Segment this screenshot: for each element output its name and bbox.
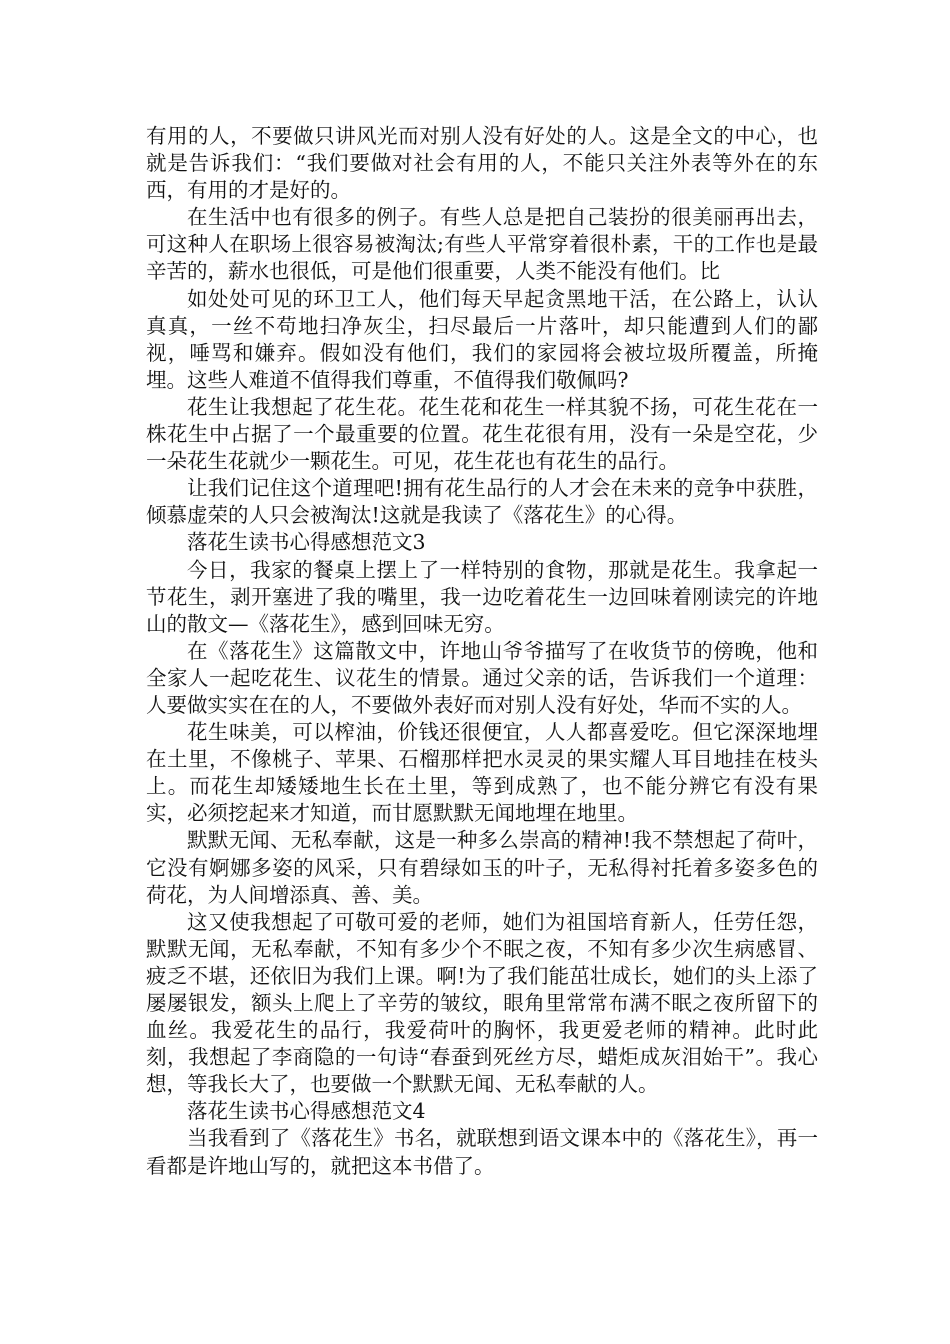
- paragraph: 当我看到了《落花生》书名，就联想到语文课本中的《落花生》，再一看都是许地山写的，就把这本书借了。: [146, 1126, 818, 1178]
- paragraph: 这又使我想起了可敬可爱的老师，她们为祖国培育新人，任劳任怨，默默无闻，无私奉献，不知有多少个不眠之夜，不知有多少次生病感冒、疲乏不堪，还依旧为我们上课。啊!为了我们能茁壮成长，她们的头上添了屡屡银发，额头上爬上了辛劳的皱纹，眼角里常常布满不眠之夜所留下的血丝。我爱花生的品行，我爱荷叶的胸怀，我更爱老师的精神。此时此刻，我想起了李商隐的一句诗“春蚕到死丝方尽，蜡炬成灰泪始干”。我心想，等我长大了，也要做一个默默无闻、无私奉献的人。: [146, 909, 818, 1097]
- paragraph: 默默无闻、无私奉献，这是一种多么崇高的精神!我不禁想起了荷叶，它没有婀娜多姿的风采，只有碧绿如玉的叶子，无私得衬托着多姿多色的荷花，为人间增添真、善、美。: [146, 828, 818, 907]
- paragraph: 在生活中也有很多的例子。有些人总是把自己装扮的很美丽再出去，可这种人在职场上很容易被淘汰;有些人平常穿着很朴素，干的工作也是最辛苦的，薪水也很低，可是他们很重要，人类不能没有他们。比: [146, 205, 818, 284]
- paragraph: 如处处可见的环卫工人，他们每天早起贪黑地干活，在公路上，认认真真，一丝不苟地扫净灰尘，扫尽最后一片落叶，却只能遭到人们的鄙视，唾骂和嫌弃。假如没有他们，我们的家园将会被垃圾所覆盖，所掩埋。这些人难道不值得我们尊重，不值得我们敬佩吗?: [146, 286, 818, 392]
- paragraph: 在《落花生》这篇散文中，许地山爷爷描写了在收货节的傍晚，他和全家人一起吃花生、议花生的情景。通过父亲的话，告诉我们一个道理：人要做实实在在的人，不要做外表好而对别人没有好处，华而不实的人。: [146, 638, 818, 717]
- paragraph: 今日，我家的餐桌上摆上了一样特别的食物，那就是花生。我拿起一节花生，剥开塞进了我的嘴里，我一边吃着花生一边回味着刚读完的许地山的散文—《落花生》，感到回味无穷。: [146, 557, 818, 636]
- section-heading: 落花生读书心得感想范文3: [187, 530, 426, 555]
- paragraph-continuation: 有用的人，不要做只讲风光而对别人没有好处的人。这是全文的中心，也就是告诉我们：“我们要做对社会有用的人，不能只关注外表等外在的东西，有用的才是好的。: [146, 124, 818, 203]
- section-heading: 落花生读书心得感想范文4: [187, 1099, 426, 1124]
- document-body: [146, 123, 818, 1180]
- paragraph: 花生味美，可以榨油，价钱还很便宜，人人都喜爱吃。但它深深地埋在土里，不像桃子、苹果、石榴那样把水灵灵的果实耀人耳目地挂在枝头上。而花生却矮矮地生长在土里，等到成熟了，也不能分辨它有没有果实，必须挖起来才知道，而甘愿默默无闻地埋在地里。: [146, 720, 818, 826]
- paragraph: 花生让我想起了花生花。花生花和花生一样其貌不扬，可花生花在一株花生中占据了一个最重要的位置。花生花很有用，没有一朵是空花，少一朵花生花就少一颗花生。可见，花生花也有花生的品行。: [146, 394, 818, 474]
- paragraph: 让我们记住这个道理吧!拥有花生品行的人才会在未来的竞争中获胜，倾慕虚荣的人只会被淘汰!这就是我读了《落花生》的心得。: [146, 476, 818, 528]
